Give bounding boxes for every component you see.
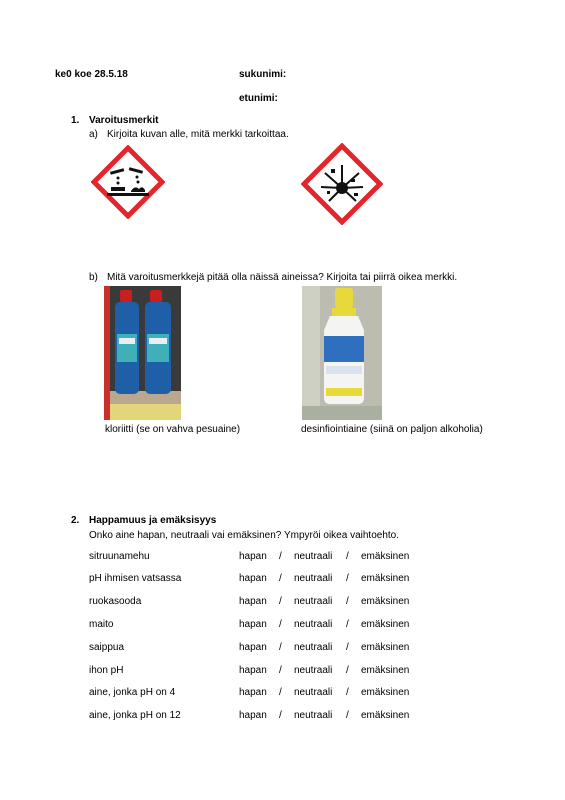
option-separator: / [346, 687, 349, 698]
option-acidic[interactable]: hapan [239, 710, 267, 721]
option-acidic[interactable]: hapan [239, 596, 267, 607]
option-separator: / [279, 710, 282, 721]
option-acidic[interactable]: hapan [239, 551, 267, 562]
caption-disinfectant: desinfiointiaine (siinä on paljon alkoholia) [301, 424, 483, 435]
explosive-hazard-icon [301, 143, 383, 225]
table-row [0, 687, 565, 701]
corrosive-hazard-icon [91, 145, 165, 219]
table-row [0, 551, 565, 565]
substance-label: ihon pH [89, 665, 124, 676]
section1-number: 1. [71, 115, 80, 126]
option-basic[interactable]: emäksinen [361, 665, 410, 676]
bleach-bottles-photo [104, 286, 181, 420]
option-acidic[interactable]: hapan [239, 642, 267, 653]
caption-bleach: kloriitti (se on vahva pesuaine) [105, 424, 241, 435]
option-acidic[interactable]: hapan [239, 665, 267, 676]
table-row [0, 642, 565, 656]
surname-label: sukunimi: [239, 69, 287, 80]
table-row [0, 619, 565, 633]
table-row [0, 665, 565, 679]
substance-label: saippua [89, 642, 125, 653]
option-acidic[interactable]: hapan [239, 687, 267, 698]
option-neutral[interactable]: neutraali [294, 710, 333, 721]
table-row [0, 573, 565, 587]
option-neutral[interactable]: neutraali [294, 619, 333, 630]
option-basic[interactable]: emäksinen [361, 710, 410, 721]
option-separator: / [346, 665, 349, 676]
option-acidic[interactable]: hapan [239, 573, 267, 584]
course-title: ke0 koe 28.5.18 [55, 69, 128, 80]
firstname-label: etunimi: [239, 93, 278, 104]
section2-number: 2. [71, 515, 80, 526]
option-neutral[interactable]: neutraali [294, 687, 333, 698]
option-separator: / [279, 665, 282, 676]
table-row [0, 710, 565, 724]
option-acidic[interactable]: hapan [239, 619, 267, 630]
question-b-marker: b) [89, 272, 98, 283]
substance-label: aine, jonka pH on 12 [89, 710, 181, 721]
option-separator: / [279, 642, 282, 653]
option-separator: / [346, 573, 349, 584]
question-a-marker: a) [89, 129, 98, 140]
question-a-text: Kirjoita kuvan alle, mitä merkki tarkoittaa. [107, 129, 289, 140]
option-separator: / [346, 551, 349, 562]
substance-label: aine, jonka pH on 4 [89, 687, 176, 698]
option-separator: / [279, 596, 282, 607]
disinfectant-bottle-photo [302, 286, 382, 420]
option-neutral[interactable]: neutraali [294, 551, 333, 562]
option-basic[interactable]: emäksinen [361, 596, 410, 607]
substance-label: pH ihmisen vatsassa [89, 573, 182, 584]
substance-label: maito [89, 619, 114, 630]
option-basic[interactable]: emäksinen [361, 687, 410, 698]
table-row [0, 596, 565, 610]
option-separator: / [279, 551, 282, 562]
question-b-text: Mitä varoitusmerkkejä pitää olla näissä aineissa? Kirjoita tai piirrä oikea merkki. [107, 272, 458, 283]
section1-title: Varoitusmerkit [89, 115, 159, 126]
option-separator: / [346, 642, 349, 653]
option-neutral[interactable]: neutraali [294, 642, 333, 653]
section2-intro: Onko aine hapan, neutraali vai emäksinen? Ympyröi oikea vaihtoehto. [89, 530, 400, 541]
option-basic[interactable]: emäksinen [361, 642, 410, 653]
option-basic[interactable]: emäksinen [361, 551, 410, 562]
option-basic[interactable]: emäksinen [361, 573, 410, 584]
option-separator: / [279, 573, 282, 584]
substance-label: sitruunamehu [89, 551, 150, 562]
option-separator: / [279, 619, 282, 630]
option-separator: / [279, 687, 282, 698]
section2-title: Happamuus ja emäksisyys [89, 515, 217, 526]
substance-label: ruokasooda [89, 596, 142, 607]
option-neutral[interactable]: neutraali [294, 596, 333, 607]
option-neutral[interactable]: neutraali [294, 573, 333, 584]
option-neutral[interactable]: neutraali [294, 665, 333, 676]
option-separator: / [346, 710, 349, 721]
option-separator: / [346, 619, 349, 630]
option-basic[interactable]: emäksinen [361, 619, 410, 630]
option-separator: / [346, 596, 349, 607]
